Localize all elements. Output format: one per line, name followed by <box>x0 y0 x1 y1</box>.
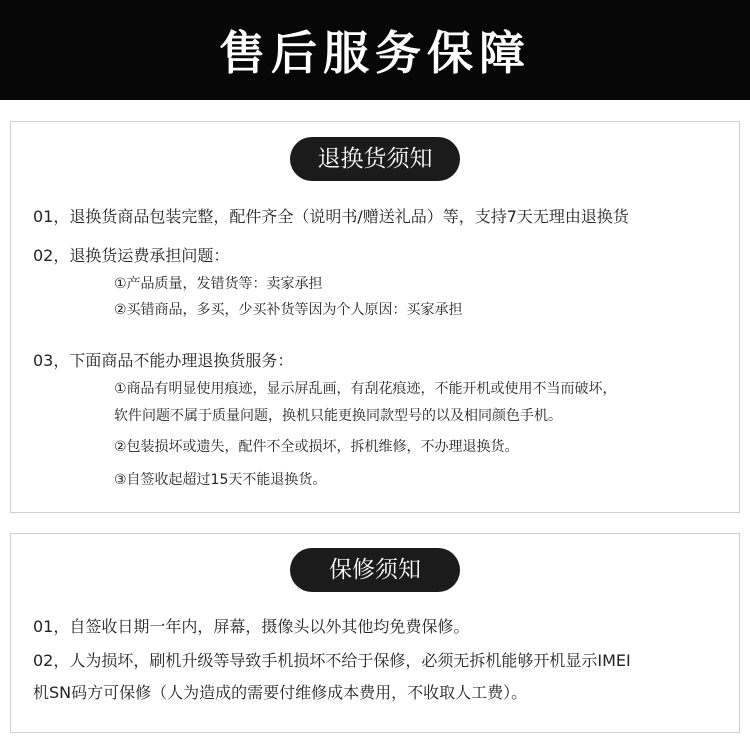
warranty-item-1: 01，自签收日期一年内，屏幕，摄像头以外其他均免费保修。 <box>33 617 470 636</box>
returns-title: 退换货须知 <box>290 137 460 181</box>
returns-item-3: 03，下面商品不能办理退换货服务： <box>33 351 294 370</box>
banner-title: 售后服务保障 <box>219 26 531 80</box>
returns-item-3-sub-3: ③自签收起超过15天不能退换货。 <box>114 472 327 488</box>
warranty-item-2a: 02，人为损坏，刷机升级等导致手机损坏不给于保修，必须无拆机能够开机显示IMEI <box>33 651 631 670</box>
returns-item-2-sub-2: ②买错商品，多买，少买补货等因为个人原因：买家承担 <box>114 302 463 318</box>
returns-item-1: 01，退换货商品包装完整，配件齐全（说明书/赠送礼品）等，支持7天无理由退换货 <box>33 207 629 226</box>
warranty-title: 保修须知 <box>290 548 460 592</box>
header-banner <box>0 0 750 100</box>
warranty-item-2b: 机SN码方可保修（人为造成的需要付维修成本费用，不收取人工费）。 <box>33 683 528 702</box>
warranty-panel <box>10 533 740 733</box>
returns-item-2: 02，退换货运费承担问题： <box>33 246 230 265</box>
returns-item-3-sub-1b: 软件问题不属于质量问题，换机只能更换同款型号的以及相同颜色手机。 <box>114 408 562 424</box>
returns-panel <box>10 121 740 513</box>
returns-item-2-sub-1: ①产品质量，发错货等：卖家承担 <box>114 276 323 292</box>
returns-item-3-sub-1a: ①商品有明显使用痕迹，显示屏乱画，有刮花痕迹，不能开机或使用不当而破坏， <box>114 381 617 397</box>
returns-item-3-sub-2: ②包装损坏或遗失，配件不全或损坏，拆机维修，不办理退换货。 <box>114 439 519 455</box>
